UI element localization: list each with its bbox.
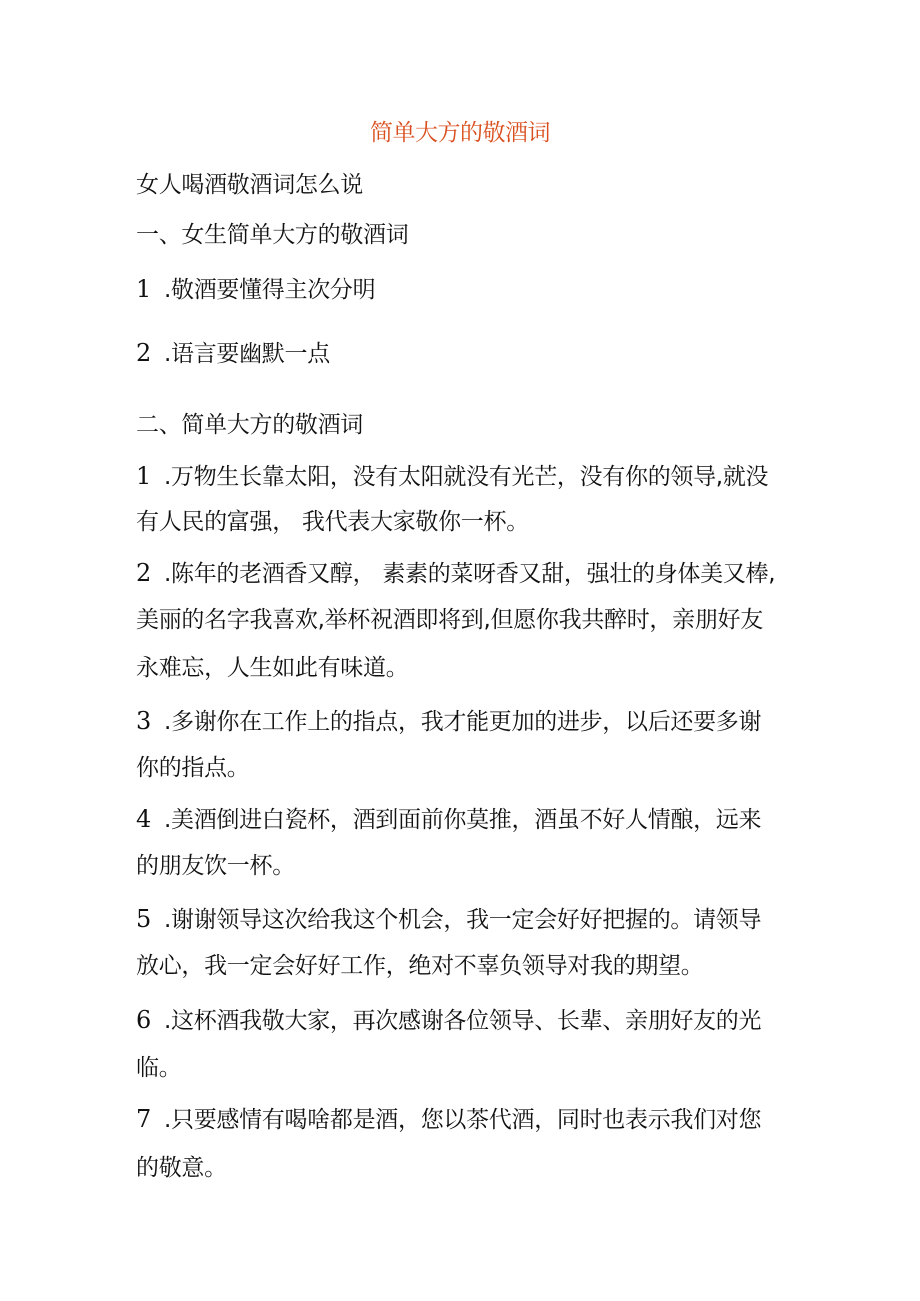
item-text: .敬酒要懂得主次分明: [164, 277, 376, 303]
item-number: 6: [136, 1006, 151, 1034]
section2-item-3-line-1: [136, 704, 786, 739]
document-subtitle: 女人喝酒敬酒词怎么说: [136, 172, 364, 198]
section2-item-1-line-2: 有人民的富强， 我代表大家敬你一杯。: [136, 509, 529, 535]
item-number: 1: [136, 275, 151, 303]
item-number: 4: [136, 805, 151, 833]
section2-item-2-line-2: 美丽的名字我喜欢,举杯祝酒即将到,但愿你我共醉时，亲朋好友: [136, 607, 763, 633]
item-number: 5: [136, 905, 151, 933]
item-text: .美酒倒进白瓷杯，酒到面前你莫推，酒虽不好人情酿，远来: [164, 807, 762, 833]
section2-item-1-line-1: [136, 459, 786, 494]
section2-item-2-line-3: 永难忘，人生如此有味道。: [136, 655, 409, 681]
section1-item-2: [136, 336, 786, 371]
section2-item-5-line-2: 放心，我一定会好好工作，绝对不辜负领导对我的期望。: [136, 953, 704, 979]
section2-item-5-line-1: [136, 902, 786, 937]
item-number: 2: [136, 559, 151, 587]
item-number: 2: [136, 339, 151, 367]
section2-item-4-line-1: [136, 802, 786, 837]
item-text: .只要感情有喝啥都是酒，您以茶代酒，同时也表示我们对您: [164, 1107, 762, 1133]
section2-item-7-line-1: [136, 1102, 786, 1137]
section1-item-1: [136, 272, 786, 307]
document-title: 简单大方的敬酒词: [370, 120, 550, 146]
section2-item-2-line-1: [136, 556, 786, 591]
item-text: .多谢你在工作上的指点，我才能更加的进步，以后还要多谢: [164, 709, 762, 735]
item-text: .谢谢领导这次给我这个机会，我一定会好好把握的。请领导: [164, 907, 762, 933]
section2-heading: 二、简单大方的敬酒词: [136, 412, 364, 438]
section2-item-6-line-2: 临。: [136, 1055, 182, 1081]
item-number: 3: [136, 707, 151, 735]
item-text: .这杯酒我敬大家，再次感谢各位领导、长辈、亲朋好友的光: [164, 1008, 762, 1034]
item-text: .陈年的老酒香又醇， 素素的菜呀香又甜，强壮的身体美又棒,: [164, 561, 776, 587]
item-text: .语言要幽默一点: [164, 341, 330, 367]
item-text: .万物生长靠太阳，没有太阳就没有光芒，没有你的领导,就没: [164, 464, 769, 490]
section2-item-3-line-2: 你的指点。: [136, 755, 250, 781]
section1-heading: 一、女生简单大方的敬酒词: [136, 222, 409, 248]
item-number: 7: [136, 1105, 151, 1133]
section2-item-4-line-2: 的朋友饮一杯。: [136, 853, 295, 879]
section2-item-7-line-2: 的敬意。: [136, 1155, 227, 1181]
section2-item-6-line-1: [136, 1003, 786, 1038]
item-number: 1: [136, 462, 151, 490]
